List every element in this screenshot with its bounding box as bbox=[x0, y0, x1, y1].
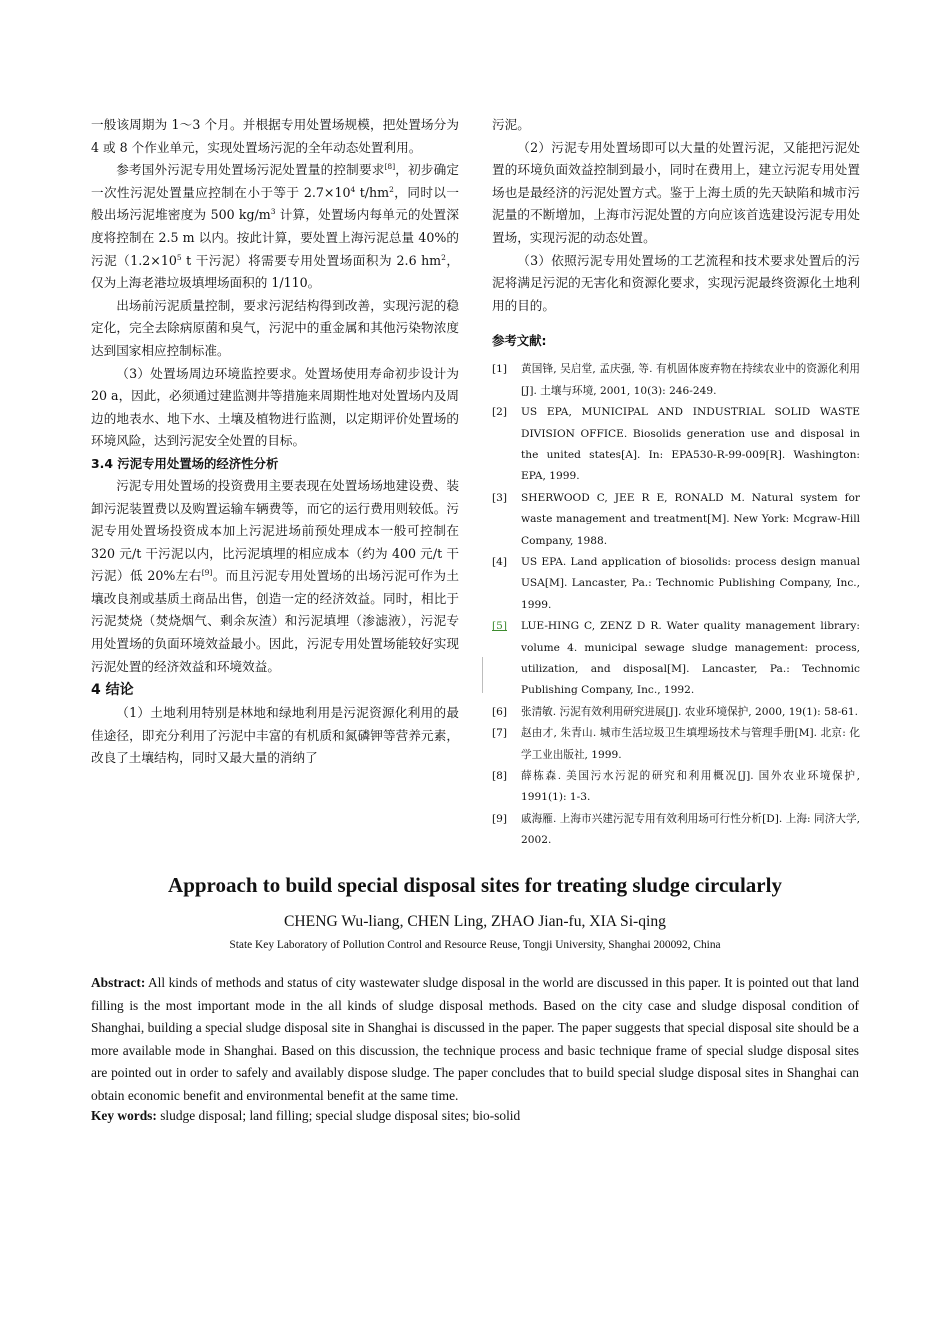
reference-item bbox=[492, 766, 860, 809]
english-title: Approach to build special disposal sites for treating sludge circularly bbox=[168, 873, 782, 897]
text: t/hm bbox=[355, 184, 390, 200]
paragraph-disposal-amount bbox=[91, 159, 459, 295]
citation[interactable]: [8] bbox=[384, 162, 396, 171]
abstract-label: Abstract: bbox=[91, 975, 146, 990]
exponent: 5 bbox=[176, 252, 182, 262]
exponent: 4 bbox=[350, 184, 356, 194]
paragraph-continuation: 污泥。 bbox=[492, 117, 530, 132]
reference-text: 黄国锋, 吴启堂, 孟庆强, 等. 有机固体废弃物在持续农业中的资源化利用[J]. 土壤与环境, 2001, 10(3): 246-249. bbox=[521, 363, 860, 397]
text: 污泥专用处置场的投资费用主要表现在处置场场地建设费、装卸污泥装置费以及购置运输车辆费等，而它的运行费用则较低。污泥专用处置场投资成本加上污泥进场前预处理成本一般可控制在 320 元/t 干污泥以内，比污泥填埋的相应成本（约为 400 元/t 干污泥）低 20%左右 bbox=[91, 477, 459, 584]
right-column bbox=[492, 114, 860, 852]
english-abstract bbox=[91, 972, 859, 1108]
reference-text: SHERWOOD C, JEE R E, RONALD M. Natural system for waste management and treatment[M]. New York: Mcgraw-Hill Company, 1988. bbox=[521, 491, 860, 547]
paragraph-conclusion-1: （1）土地利用特别是林地和绿地利用是污泥资源化利用的最佳途径，即充分利用了污泥中丰富的有机质和氮磷钾等营养元素，改良了土壤结构，同时又最大量的消纳了 bbox=[91, 705, 459, 766]
reference-item bbox=[492, 723, 860, 766]
reference-text: US EPA, MUNICIPAL AND INDUSTRIAL SOLID WASTE DIVISION OFFICE. Biosolids generation use and disposal in the united states[A]. In: EPA530-R-99-009[R]. Washington: EPA, 1999. bbox=[521, 406, 860, 483]
paragraph-quality-control: 出场前污泥质量控制，要求污泥结构得到改善，实现污泥的稳定化，完全去除病原菌和臭气，污泥中的重金属和其他污染物浓度达到国家相应控制标准。 bbox=[91, 297, 459, 358]
reference-text: 薛栋森. 美国污水污泥的研究和利用概况[J]. 国外农业环境保护, 1991(1): 1-3. bbox=[521, 770, 860, 804]
text: 计算，处置场内每单元的处置深度将控制在 2.5 m 以内。按此计算，要处置上海污泥总量 40%的污泥（1.2×10 bbox=[91, 207, 459, 268]
reference-number: [4] bbox=[492, 556, 508, 568]
reference-text: LUE-HING C, ZENZ D R. Water quality management library: volume 4. municipal sewage sludge management: process, utilization, and disposal[M]. Lancaster, Pa.: Technomic Publishing Company, Inc., 1992. bbox=[521, 620, 860, 697]
english-abstract-section bbox=[91, 868, 859, 1124]
section-heading-3-4: 3.4 污泥专用处置场的经济性分析 bbox=[91, 455, 279, 471]
text: 参考国外污泥专用处置场污泥处置量的控制要求 bbox=[116, 162, 385, 178]
section-heading-4: 4 结论 bbox=[91, 682, 134, 699]
paragraph-cycle: 一般该周期为 1～3 个月。并根据专用处置场规模，把处置场分为 4 或 8 个作业单元，实现处置场污泥的全年动态处置利用。 bbox=[91, 117, 459, 155]
keywords-label: Key words: bbox=[91, 1107, 157, 1123]
reference-number: [2] bbox=[492, 406, 508, 419]
reference-number: [1] bbox=[492, 363, 508, 376]
english-keywords bbox=[91, 1108, 859, 1124]
text: ，初步确定一次性污泥处置量应控制在小于等于 2.7×10 bbox=[91, 162, 460, 200]
reference-item bbox=[492, 809, 860, 852]
reference-item bbox=[492, 616, 860, 702]
abstract-text: All kinds of methods and status of city wastewater sludge disposal in the world are discussed in this paper. It is pointed out that land filling is the most important mode in the all kinds of sludge disposal methods. Based on the city case and sludge disposal condition of Shanghai, building a special sludge disposal site in Shanghai is discussed in the paper. The paper suggests that special disposal site should be a more available mode in Shanghai. Based on this discussion, the technique process and basic technique frame of special sludge disposal sites are pointed out in order to safely and availably dispose sludge. The paper concludes that to build special sludge disposal sites in Shanghai can obtain economic benefit and environmental benefit at the same time. bbox=[91, 975, 859, 1103]
reference-item bbox=[492, 488, 860, 552]
reference-item bbox=[492, 402, 860, 488]
text: t 干污泥）将需要专用处置场面积为 2.6 hm bbox=[181, 252, 442, 268]
reference-number: [9] bbox=[492, 812, 508, 825]
reference-number: [7] bbox=[492, 727, 508, 740]
references-title: 参考文献: bbox=[492, 333, 547, 349]
reference-number: [6] bbox=[492, 705, 508, 718]
reference-text: US EPA. Land application of biosolids: process design manual USA[M]. Lancaster, Pa.: Technomic Publishing Company, Inc., 1999. bbox=[521, 556, 860, 611]
paragraph-conclusion-3: （3）依照污泥专用处置场的工艺流程和技术要求处置后的污泥将满足污泥的无害化和资源化要求，实现污泥最终资源化土地利用的目的。 bbox=[492, 252, 860, 313]
reference-text: 张清敏. 污泥有效利用研究进展[J]. 农业环境保护, 2000, 19(1): 58-61. bbox=[521, 705, 859, 718]
keywords-text: sludge disposal; land filling; special sludge disposal sites; bio-solid bbox=[156, 1107, 521, 1123]
reference-number: [8] bbox=[492, 770, 508, 783]
citation[interactable]: [9] bbox=[201, 568, 213, 578]
paragraph-economics bbox=[91, 475, 459, 678]
english-affiliation: State Key Laboratory of Pollution Control and Resource Reuse, Tongji University, Shanghai 200092, China bbox=[229, 939, 721, 951]
exponent: 3 bbox=[270, 207, 276, 217]
reference-item bbox=[492, 359, 860, 402]
exponent: 2 bbox=[389, 184, 394, 194]
left-column bbox=[91, 114, 459, 770]
text: ，仅为上海老港垃圾填埋场面积的 1/110。 bbox=[91, 252, 460, 291]
reference-text: 赵由才, 朱青山. 城市生活垃圾卫生填埋场技术与管理手册[M]. 北京: 化学工业出版社, 1999. bbox=[521, 727, 860, 761]
reference-text: 戚海雁. 上海市兴建污泥专用有效利用场可行性分析[D]. 上海: 同济大学, 2002. bbox=[521, 812, 860, 847]
text: ，同时以一般出场污泥堆密度为 500 kg/m bbox=[91, 184, 459, 223]
english-authors: CHENG Wu-liang, CHEN Ling, ZHAO Jian-fu, XIA Si-qing bbox=[284, 913, 666, 930]
paragraph-monitoring: （3）处置场周边环境监控要求。处置场使用寿命初步设计为 20 a，因此，必须通过建监测井等措施来周期性地对处置场内及周边的地表水、地下水、土壤及植物进行监测，以定期评价处置场的环境风险，达到污泥安全处置的目标。 bbox=[91, 365, 459, 449]
reference-number-link[interactable]: [5] bbox=[492, 620, 508, 633]
text: 。而且污泥专用处置场的出场污泥可作为土壤改良剂或基质土商品出售，创造一定的经济效益。同时，相比于污泥焚烧（焚烧烟气、剩余灰渣）和污泥填埋（渗滤液），污泥专用处置场的负面环境效益最小。因此，污泥专用处置场能较好实现污泥处置的经济效益和环境效益。 bbox=[91, 568, 460, 674]
paragraph-conclusion-2: （2）污泥专用处置场即可以大量的处置污泥，又能把污泥处置的环境负面效益控制到最小，同时在费用上，建立污泥专用处置场也是最经济的污泥处置方式。鉴于上海土质的先天缺陷和城市污泥量的不断增加，上海市污泥处置的方向应该首选建设污泥专用处置场，实现污泥的动态处置。 bbox=[492, 139, 860, 245]
margin-marker-line bbox=[482, 657, 483, 693]
reference-number: [3] bbox=[492, 491, 508, 504]
reference-item bbox=[492, 552, 860, 616]
references-list bbox=[492, 359, 860, 851]
exponent: 2 bbox=[441, 252, 446, 262]
reference-item bbox=[492, 702, 860, 723]
